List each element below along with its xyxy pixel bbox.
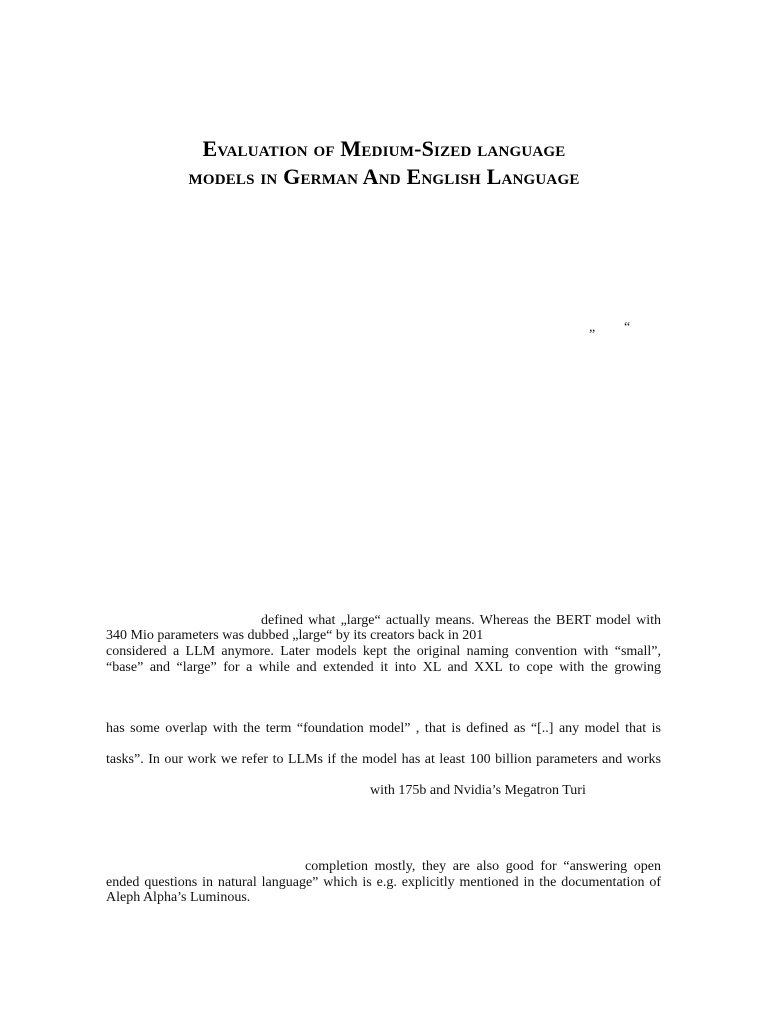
stray-open-quote: „ bbox=[589, 320, 596, 335]
stray-close-quote: “ bbox=[624, 320, 631, 335]
text-line: has some overlap with the term “foundation model” , that is defined as “[..] any model that is bbox=[106, 721, 661, 736]
text-line: with 175b and Nvidia’s Megatron Turi bbox=[370, 783, 586, 798]
text-line: Aleph Alpha’s Luminous. bbox=[106, 890, 251, 905]
text-line: “base” and “large” for a while and extended it into XL and XXL to cope with the growing bbox=[106, 660, 661, 675]
text-line: 340 Mio parameters was dubbed „large“ by its creators back in 201 bbox=[106, 628, 484, 643]
text-line: ended questions in natural language” which is e.g. explicitly mentioned in the documentation of bbox=[106, 875, 661, 890]
text-line: considered a LLM anymore. Later models kept the original naming convention with “small”, bbox=[106, 644, 661, 659]
text-line: completion mostly, they are also good for “answering open bbox=[305, 859, 661, 874]
document-title-line-2: models in German And English Language bbox=[188, 164, 580, 189]
text-line: defined what „large“ actually means. Whereas the BERT model with bbox=[261, 613, 661, 628]
document-title-line-1: Evaluation of Medium-Sized language bbox=[202, 136, 566, 161]
text-line: tasks”. In our work we refer to LLMs if the model has at least 100 billion parameters and works bbox=[106, 752, 661, 767]
